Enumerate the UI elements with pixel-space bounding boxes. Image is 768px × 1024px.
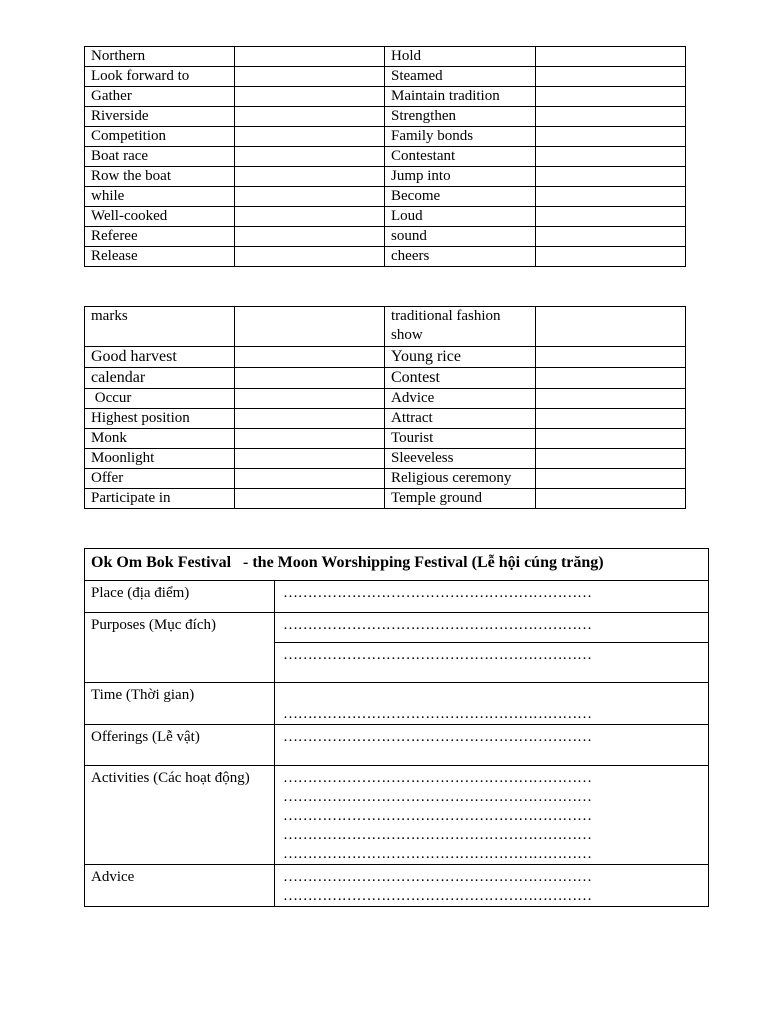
- answer-cell[interactable]: [235, 489, 385, 509]
- answer-cell[interactable]: [235, 389, 385, 409]
- answer-cell[interactable]: [536, 167, 686, 187]
- answer-cell[interactable]: [235, 469, 385, 489]
- answer-cell[interactable]: [536, 389, 686, 409]
- activities-answer[interactable]: [275, 766, 709, 865]
- table-row: [85, 207, 686, 227]
- table-row: [85, 725, 709, 766]
- answer-line: ………………………………………………………: [283, 706, 592, 722]
- purposes-label: Purposes (Mục đích): [85, 613, 275, 683]
- table-row: [85, 247, 686, 267]
- term-cell: Northern: [85, 47, 235, 67]
- table-row: [85, 47, 686, 67]
- term-cell: Advice: [385, 389, 536, 409]
- term-cell: Contest: [385, 368, 536, 389]
- answer-cell[interactable]: [235, 187, 385, 207]
- offerings-answer[interactable]: [275, 725, 709, 766]
- term-cell: Family bonds: [385, 127, 536, 147]
- answer-cell[interactable]: [536, 429, 686, 449]
- table-row: [85, 683, 709, 725]
- answer-cell[interactable]: [235, 107, 385, 127]
- answer-cell[interactable]: [536, 107, 686, 127]
- table-row: [85, 865, 709, 907]
- answer-cell[interactable]: [235, 47, 385, 67]
- term-cell: Boat race: [85, 147, 235, 167]
- term-cell: Riverside: [85, 107, 235, 127]
- answer-cell[interactable]: [235, 127, 385, 147]
- place-answer[interactable]: [275, 581, 709, 613]
- answer-cell[interactable]: [536, 449, 686, 469]
- table-row: [85, 766, 709, 865]
- table-row: [85, 389, 686, 409]
- term-cell: Maintain tradition: [385, 87, 536, 107]
- table-row: [85, 67, 686, 87]
- answer-cell[interactable]: [235, 449, 385, 469]
- term-cell: Row the boat: [85, 167, 235, 187]
- table-row: [85, 107, 686, 127]
- term-cell: Participate in: [85, 489, 235, 509]
- answer-cell[interactable]: [536, 187, 686, 207]
- answer-cell[interactable]: [235, 368, 385, 389]
- answer-cell[interactable]: [536, 207, 686, 227]
- table-row: [85, 347, 686, 368]
- term-cell: Strengthen: [385, 107, 536, 127]
- answer-line: ………………………………………………………: [283, 888, 592, 904]
- table-row: [85, 147, 686, 167]
- table-row: [85, 469, 686, 489]
- offerings-label: Offerings (Lễ vật): [85, 725, 275, 766]
- purposes-answer-2[interactable]: [275, 643, 709, 683]
- answer-cell[interactable]: [235, 147, 385, 167]
- table-row: [85, 127, 686, 147]
- term-cell: Contestant: [385, 147, 536, 167]
- term-cell: cheers: [385, 247, 536, 267]
- table-row: [85, 227, 686, 247]
- term-cell: Tourist: [385, 429, 536, 449]
- table-row: [85, 368, 686, 389]
- term-cell: Jump into: [385, 167, 536, 187]
- answer-cell[interactable]: [536, 489, 686, 509]
- answer-cell[interactable]: [536, 67, 686, 87]
- answer-line: ………………………………………………………: [283, 647, 592, 663]
- answer-cell[interactable]: [536, 147, 686, 167]
- answer-cell[interactable]: [536, 127, 686, 147]
- place-label: Place (địa điểm): [85, 581, 275, 613]
- term-cell: Release: [85, 247, 235, 267]
- table-row: [85, 429, 686, 449]
- answer-line: ………………………………………………………: [283, 729, 592, 745]
- table-row: [85, 613, 709, 643]
- answer-line: ………………………………………………………: [283, 827, 592, 843]
- activities-label: Activities (Các hoạt động): [85, 766, 275, 865]
- answer-line: ………………………………………………………: [283, 869, 592, 885]
- term-cell: Religious ceremony: [385, 469, 536, 489]
- festival-title-row: [85, 549, 709, 581]
- term-cell: Sleeveless: [385, 449, 536, 469]
- vocabulary-table-1: [84, 46, 686, 267]
- term-cell: Loud: [385, 207, 536, 227]
- festival-title: Ok Om Bok Festival - the Moon Worshipping Festival (Lễ hội cúng trăng): [85, 549, 709, 581]
- table-row: [85, 449, 686, 469]
- answer-cell[interactable]: [536, 347, 686, 368]
- purposes-answer-1[interactable]: [275, 613, 709, 643]
- answer-cell[interactable]: [536, 247, 686, 267]
- term-cell: Moonlight: [85, 449, 235, 469]
- term-cell: Offer: [85, 469, 235, 489]
- term-cell: Occur: [85, 389, 235, 409]
- time-label: Time (Thời gian): [85, 683, 275, 725]
- term-cell: Good harvest: [85, 347, 235, 368]
- term-cell: Attract: [385, 409, 536, 429]
- answer-cell[interactable]: [536, 87, 686, 107]
- vocabulary-table-2: [84, 306, 686, 509]
- answer-cell[interactable]: [235, 67, 385, 87]
- term-cell: Monk: [85, 429, 235, 449]
- table-row: [85, 187, 686, 207]
- table-row: [85, 581, 709, 613]
- advice-answer[interactable]: [275, 865, 709, 907]
- answer-line: ………………………………………………………: [283, 585, 592, 601]
- answer-line: ………………………………………………………: [283, 808, 592, 824]
- answer-cell[interactable]: [235, 87, 385, 107]
- term-cell: calendar: [85, 368, 235, 389]
- term-cell: Highest position: [85, 409, 235, 429]
- term-cell: Well-cooked: [85, 207, 235, 227]
- answer-cell[interactable]: [235, 167, 385, 187]
- answer-cell[interactable]: [536, 307, 686, 347]
- answer-cell[interactable]: [536, 368, 686, 389]
- answer-cell[interactable]: [235, 409, 385, 429]
- festival-info-table: [84, 548, 709, 907]
- table-row: [85, 167, 686, 187]
- term-cell: Temple ground: [385, 489, 536, 509]
- term-cell: Young rice: [385, 347, 536, 368]
- term-cell: Gather: [85, 87, 235, 107]
- answer-line: ………………………………………………………: [283, 789, 592, 805]
- term-cell: while: [85, 187, 235, 207]
- table-row: [85, 409, 686, 429]
- table-row: [85, 87, 686, 107]
- answer-cell[interactable]: [536, 469, 686, 489]
- answer-line: ………………………………………………………: [283, 770, 592, 786]
- advice-label: Advice: [85, 865, 275, 907]
- answer-cell[interactable]: [235, 429, 385, 449]
- answer-cell[interactable]: [536, 227, 686, 247]
- term-cell: Referee: [85, 227, 235, 247]
- answer-cell[interactable]: [235, 307, 385, 347]
- answer-cell[interactable]: [536, 409, 686, 429]
- term-cell: sound: [385, 227, 536, 247]
- term-cell: traditional fashion show: [385, 307, 536, 347]
- time-answer[interactable]: [275, 683, 709, 725]
- answer-cell[interactable]: [235, 207, 385, 227]
- answer-line: ………………………………………………………: [283, 846, 592, 862]
- answer-cell[interactable]: [235, 227, 385, 247]
- term-cell: Steamed: [385, 67, 536, 87]
- term-cell: Hold: [385, 47, 536, 67]
- answer-cell[interactable]: [536, 47, 686, 67]
- answer-cell[interactable]: [235, 347, 385, 368]
- term-cell: Competition: [85, 127, 235, 147]
- answer-cell[interactable]: [235, 247, 385, 267]
- table-row: [85, 307, 686, 347]
- table-row: [85, 489, 686, 509]
- term-cell: marks: [85, 307, 235, 347]
- term-cell: Look forward to: [85, 67, 235, 87]
- term-cell: Become: [385, 187, 536, 207]
- answer-line: ………………………………………………………: [283, 617, 592, 633]
